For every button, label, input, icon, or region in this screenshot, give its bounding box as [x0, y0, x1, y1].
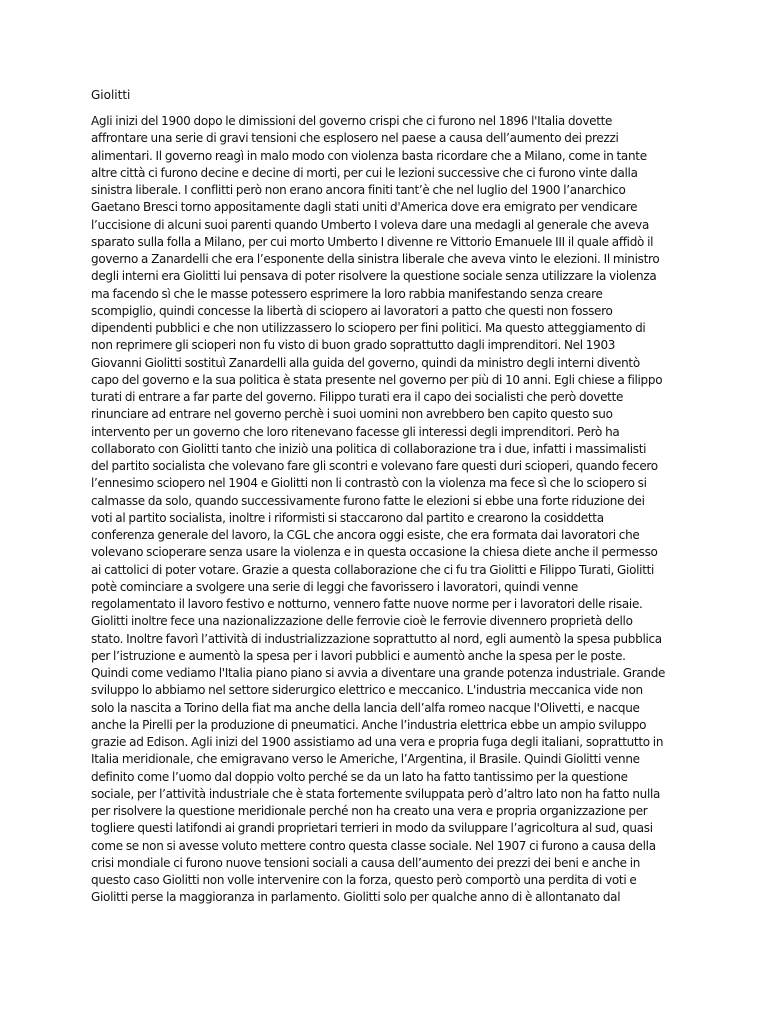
text-line: Giovanni Giolitti sostituì Zanardelli alla guida del governo, quindi da ministro degli interni diventò: [91, 355, 640, 370]
text-line: questo caso Giolitti non volle intervenire con la forza, questo però comportò una perdita di voti e: [91, 873, 637, 887]
text-line: turati di entrare a far parte del governo. Filippo turati era il capo dei socialisti che però dovette: [91, 390, 624, 404]
text-line: sviluppo lo abbiamo nel settore siderurgico elettrico e meccanico. L'industria meccanica vide non: [91, 683, 643, 698]
text-line: governo a Zanardelli che era l’esponente della sinistra liberale che aveva vinto le elezioni. Il ministro: [91, 252, 660, 266]
text-line: l’uccisione di alcuni suoi parenti quando Umberto I voleva dare una medagli al generale che aveva: [91, 217, 650, 232]
text-line: solo la nascita a Torino della fiat ma anche della lancia dell’alfa romeo nacque l'Olivetti, e nacque: [91, 700, 640, 715]
text-line: Italia meridionale, che emigravano verso le Americhe, l’Argentina, il Brasile. Quindi Giolitti venne: [91, 752, 640, 767]
text-line: crisi mondiale ci furono nuove tensioni sociali a causa dell’aumento dei prezzi dei beni e anche in: [91, 855, 641, 870]
text-line: Giolitti inoltre fece una nazionalizzazione delle ferrovie cioè le ferrovie divennero proprietà dello: [91, 614, 633, 629]
text-line: voti al partito socialista, inoltre i riformisti si staccarono dal partito e crearono la cosiddetta: [91, 510, 604, 525]
text-line: scompiglio, quindi concesse la libertà di sciopero ai lavoratori a patto che questi non fossero: [91, 303, 613, 318]
text-line: calmasse da solo, quando successivamente furono fatte le elezioni si ebbe una forte riduzione dei: [91, 493, 645, 508]
text-line: altre città ci furono decine e decine di morti, per cui le lezioni successive che ci furono vinte dalla: [91, 165, 638, 180]
text-line: per l’istruzione e aumentò la spesa per i lavori pubblici e aumentò anche la spesa per le poste.: [91, 648, 626, 663]
text-line: come se non si avesse voluto mettere contro questa classe sociale. Nel 1907 ci furono a causa della: [91, 838, 656, 853]
text-line: Giolitti perse la maggioranza in parlamento. Giolitti solo per qualche anno di è allontanato dal: [91, 890, 621, 905]
text-line: conferenza generale del lavoro, la CGL che ancora oggi esiste, che era formata dai lavoratori che: [91, 528, 640, 542]
text-line: degli interni era Giolitti lui pensava di poter risolvere la questione sociale senza utilizzare la violenza: [91, 269, 657, 284]
text-line: collaborato con Giolitti tanto che iniziò una politica di collaborazione tra i due, infatti i massimalisti: [91, 441, 647, 456]
text-line: capo del governo e la sua politica è stata presente nel governo per più di 10 anni. Egli chiese a filippo: [91, 372, 663, 387]
text-line: Gaetano Bresci torno appositamente dagli stati uniti d'America dove era emigrato per vendicare: [91, 200, 638, 215]
text-line: affrontare una serie di gravi tensioni che esplosero nel paese a causa dell’aumento dei prezzi: [91, 131, 619, 146]
text-line: del partito socialista che volevano fare gli scontri e volevano fare questi duri scioperi, quando fecero: [91, 459, 658, 473]
text-line: Quindi come vediamo l'Italia piano piano si avvia a diventare una grande potenza industriale. Grande: [91, 666, 666, 680]
document-title: Giolitti: [91, 88, 131, 102]
text-line: togliere questi latifondi ai grandi proprietari terrieri in modo da sviluppare l’agricoltura al sud, quasi: [91, 821, 653, 836]
text-line: intervento per un governo che loro ritenevano facesse gli interessi degli imprenditori. Però ha: [91, 424, 620, 439]
text-line: dipendenti pubblici e che non utilizzassero lo sciopero per fini politici. Ma questo atteggiamento di: [91, 321, 646, 335]
text-line: sociale, per l’attività industriale che è stata fortemente sviluppata però d’altro lato non ha fatto nulla: [91, 786, 661, 801]
text-line: non reprimere gli scioperi non fu visto di buon grado soprattutto dagli imprenditori. Nel 1903: [91, 338, 616, 353]
text-line: volevano scioperare senza usare la violenza e in questa occasione la chiesa diete anche il permesso: [91, 545, 658, 560]
text-line: anche la Pirelli per la produzione di pneumatici. Anche l’industria elettrica ebbe un ampio sviluppo: [91, 717, 647, 732]
text-line: rinunciare ad entrare nel governo perchè i suoi uomini non avrebbero ben capito questo suo: [91, 407, 613, 422]
text-line: stato. Inoltre favorì l’attività di industrializzazione soprattutto al nord, egli aumentò la spesa pubblica: [91, 631, 662, 646]
text-line: alimentari. Il governo reagì in malo modo con violenza basta ricordare che a Milano, come in tante: [91, 148, 647, 163]
text-line: potè cominciare a svolgere una serie di leggi che favorissero i lavoratori, quindi venne: [91, 579, 579, 594]
text-line: ma facendo sì che le masse potessero esprimere la loro rabbia manifestando senza creare: [91, 286, 603, 301]
text-line: sparato sulla folla a Milano, per cui morto Umberto I divenne re Vittorio Emanuele III il quale affidò il: [91, 234, 654, 249]
text-line: Agli inizi del 1900 dopo le dimissioni del governo crispi che ci furono nel 1896 l'Italia dovette: [91, 114, 613, 128]
text-line: sinistra liberale. I conflitti però non erano ancora finiti tant’è che nel luglio del 1900 l’anarchico: [91, 183, 626, 197]
text-line: l’ennesimo sciopero nel 1904 e Giolitti non li contrastò con la violenza ma fece sì che lo sciopero si: [91, 476, 647, 491]
document-body: [91, 113, 691, 907]
text-line: ai cattolici di poter votare. Grazie a questa collaborazione che ci fu tra Giolitti e Filippo Turati, Giolitti: [91, 562, 655, 577]
text-line: per risolvere la questione meridionale perché non ha creato una vera e propria organizzazione per: [91, 804, 648, 818]
text-line: grazie ad Edison. Agli inizi del 1900 assistiamo ad una vera e propria fuga degli italiani, soprattutto in: [91, 735, 664, 749]
text-line: regolamentato il lavoro festivo e notturno, vennero fatte nuove norme per i lavoratori delle risaie.: [91, 597, 643, 611]
text-line: definito come l’uomo dal doppio volto perché se da un lato ha fatto tantissimo per la questione: [91, 769, 628, 784]
